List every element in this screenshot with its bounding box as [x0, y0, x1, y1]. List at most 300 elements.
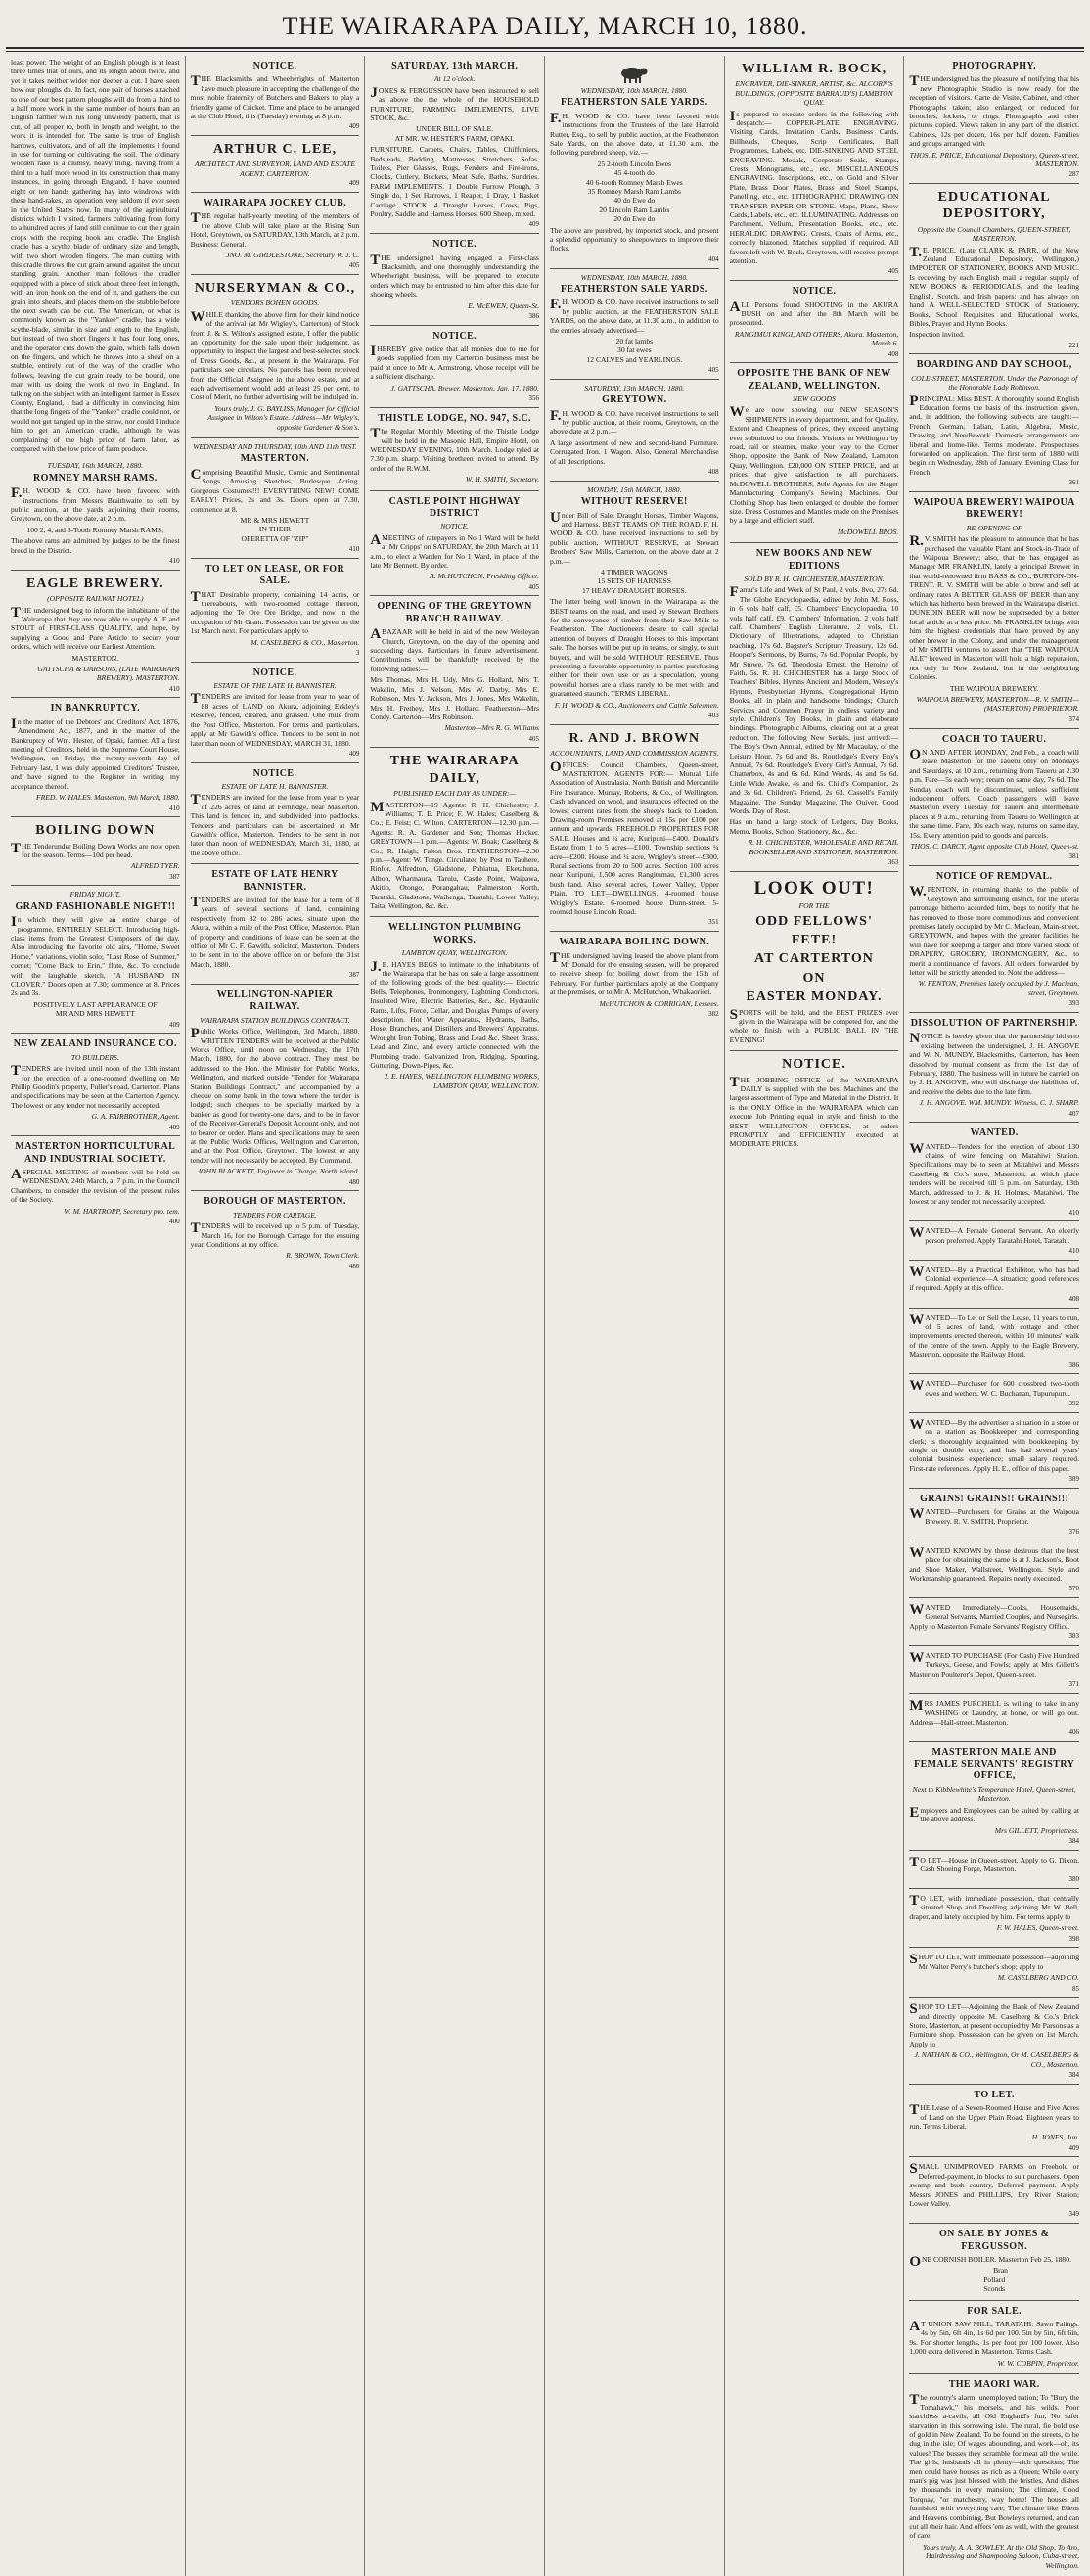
ad-body-text: We are now showing our NEW SEASON'S SHIPMENTS in every department, and for Quality, Extent and Cheapness of prices, they exceed anything ever submitted to our friends. Visitors to Wellington by road, rail or steamer, make your way to the Corner Shop, opposite the Bank of New Zealand, Lambton Quay, Wellington. £20,000 ON STEEP PRICE, and at prices that give satisfaction to all purchasers. McDOWELL BROTHERS, Sole Agents for the Singer Manufacturing Company's Sewing Machines. Our Clothing Shop has been enlarged to double the former size. Dress Costumes and Mantles made on the Premises by a large and efficient staff. [729, 404, 899, 526]
ad-signature: A. McHUTCHON, Presiding Officer. [430, 572, 539, 581]
ad-heading: WAIRARAPA JOCKEY CLUB. [203, 197, 347, 208]
ad-subheading: TENDERS FOR CARTAGE. [233, 1210, 317, 1219]
advertisement [909, 1598, 1079, 1646]
ad-reference-number: 85 [1072, 1984, 1079, 1993]
ad-body-text: Public Works Office, Wellington, 3rd March, 1880. WRITTEN TENDERS will be received at the Public Works Office, until noon on Wednesday, the 17th March, 1880, for the above contract. They must be addressed to the Hon. the Minister for Public Works, Wellington, and marked outside "Tender for Wairarapa Station Buildings Contract," and accompanied by a cheque on some bank in the town where the tender is lodged; such cheques to be specially marked by a banker as good for twenty-one days, and to be in favor of the Receiver-General's Deposit Account only, and not to bearer or order. Plans and specifications may be seen at the Public Works Offices, Wellington and Carterton, and at the Post Office, Greytown. The lowest or any tender will not necessarily be accepted. By Command. [190, 1026, 360, 1165]
ad-subheading: Next to Kibblewhite's Temperance Hotel, Queen-street, Masterton. [912, 1784, 1076, 1804]
ad-heading: IN BANKRUPTCY. [50, 703, 140, 714]
ad-body-text: Farrar's Life and Work of St Paul, 2 vols. 8vo, 27s 6d. The Globe Encyclopaedia, edited by John M. Ross, in 6 vols half calf, £5. Chambers' Encyclopaedia, 10 vols half calf, £9. Chambers' Information, 2 vols half calf. Chambers' English Literature, 2 vols, £1. Dictionary of Illustrations, adapted to Christian teaching, 17s 6d. Bagster's Scripture Treasury, 12s 6d. Hooper's Sermons, by Burns, 7s 6d. Popular People, by Mr Stowe, 7s 6d. Theodosia Ernest, the Heroine of Faith, 5s. R. H. CHICHESTER has a large Stock of Teachers' Bibles, Hymns Ancient and Modern, Wesley's Hymns, Presbyterian Hymns, Congregational Hymn Books, all in plain and handsome bindings; Church Services and Common Prayer in endless variety and style. Children's Toy Books, in plain and elaborate bindings. Photographic Albums, clearing out at a great reduction. The following New Serials, just arrived:— The Boy's Own Annual, edited by Mr Macaulay, of the Leisure Hour, 7s 6d and 8s. Routledge's Every Boy's Annual, 7s 6d. Routledge's Every Girl's Annual, 7s 6d. Chatterbox, 4s and 6s 6d. Kind Words, 4s and 5s 6d. Little Wide Awake, 4s and 6s. Child's Companion, 2s and 3s 6d. Children's Friend, 2s 6d. Cassell's Family Magazine. The Sunday Magazine. The Quiver. Good Words. Day of Rest. [729, 584, 899, 816]
ad-reference-number: 387 [169, 872, 180, 881]
ad-signature: J. GATTSCHA, Brewer. Masterton, Jan. 17, 1880. [390, 383, 539, 392]
ad-list [11, 1000, 180, 1019]
ad-subheading: ENGRAVER, DIE-SINKER, ARTIST, &c. ALCORN'S BUILDINGS, (OPPOSITE BARRAUD'S) LAMBTON QUAY. [735, 79, 893, 108]
ad-heading: WELLINGTON PLUMBING WORKS. [387, 922, 522, 945]
ad-signature: WAIPOUA BREWERY, MASTERTON—R. V. SMITH—(MASTERTON) PROPRIETOR. [916, 695, 1079, 713]
ad-list-item: MR & MRS HEWETT [240, 515, 310, 525]
ad-list [909, 2266, 1079, 2293]
advertisement [909, 1489, 1079, 1541]
advertisement [909, 1013, 1079, 1123]
ad-list-item: 20 fat lambs [615, 336, 654, 345]
ad-heading: TO LET ON LEASE, OR FOR SALE. [204, 563, 345, 587]
ad-list-item: UNDER BILL OF SALE. [416, 124, 494, 134]
ad-list-item: 100 2, 4, and 6-Tooth Romney Marsh RAMS; [26, 525, 164, 534]
ad-list-item: MR AND MRS HEWETT [55, 1009, 135, 1019]
ad-heading: ROMNEY MARSH RAMS. [33, 472, 158, 483]
ad-reference-number: 408 [1068, 1294, 1079, 1303]
advertisement [191, 193, 360, 275]
ad-reference-number: 361 [1068, 479, 1079, 487]
advertisement [909, 1309, 1079, 1375]
advertisement [909, 729, 1079, 867]
ad-list [191, 516, 360, 543]
ad-heading: EAGLE BREWERY. [26, 575, 164, 591]
ad-body-text: WANTED—By a Practical Exhibitor, who has had Colonial experience—A situation; good references if required. Apply at this office. [909, 1264, 1079, 1293]
ad-heading: ON SALE BY JONES & FERGUSSON. [938, 2229, 1050, 2252]
ad-signature: McDOWELL BROS. [838, 527, 899, 536]
ad-body-text: WANTED Immediately—Cooks, Housemaids, General Servants, Married Couples, and Nursegirls. Apply to Masterton Female Servants' Registry Office. [909, 1602, 1079, 1631]
ad-heading: WELLINGTON-NAPIER RAILWAY. [216, 989, 334, 1013]
ad-reference-number: 380 [1068, 1875, 1079, 1884]
ad-reference-number: 376 [1068, 1528, 1079, 1537]
advertisement [909, 1694, 1079, 1742]
ad-dateline: FRIDAY NIGHT. [69, 890, 121, 899]
ad-subheading: SOLD BY R. H. CHICHESTER, MASTERTON. [744, 574, 885, 583]
ad-body-text: Under Bill of Sale. Draught Horses, Timber Wagons, and Harness. BEST TEAMS ON THE ROAD. F. H. WOOD & CO. have received instructions to sell by public auction, WITHOUT RESERVE, at Stewart Brothers' Saw Mills, Carterton, on the above date at 2 p.m.— [550, 509, 719, 566]
ad-subheading: ESTATE OF LATE H. BANNISTER. [221, 781, 329, 791]
ad-subheading: RE-OPENING OF [966, 523, 1022, 532]
ad-body-text: TO LET, with immediate possession, that centrally situated Shop and Dwelling adjoining Mr W. Bell, draper, and lately occupied by him. For terms apply to [909, 1893, 1079, 1921]
ad-body-text: THE undersigned beg to inform the inhabitants of the Wairarapa that they are now able to supply ALE and STOUT of FIRST-CLASS QUALITY, and hope, by supplying a Good and Pure Article to secure your orders, which will receive our Earliest Attention. [11, 604, 180, 652]
ad-signature: Mrs GILLETT, Proprietress. [994, 1825, 1079, 1835]
ad-signature: W. W. COBPIN, Proprietor. [997, 2358, 1079, 2368]
ad-subheading: ACCOUNTANTS, LAND AND COMMISSION AGENTS. [550, 749, 719, 759]
ad-body-text: PRINCIPAL: Miss BEST. A thoroughly sound English Education forms the basis of the instruction given, and, in addition, the following subjects are taught:— French, German, Italian, Latin, Algebra, Music, Drawing, and Needlework. Domestic arrangements are liberal and home-like. Terms moderate. Prospectuses forwarded on application. The first term of 1880 will begin on Wednesday, 28th of January. Evening Class for French. [909, 392, 1079, 477]
ad-reference-number: 398 [1068, 1934, 1079, 1943]
ad-heading: LOOK OUT! [753, 877, 875, 898]
ad-reference-number: 389 [1068, 1475, 1079, 1484]
ad-heading: COACH TO TAUERU. [941, 733, 1047, 745]
advertisement [909, 2374, 1079, 2576]
ad-subheading: ESTATE OF THE LATE H. BANNISTER. [213, 681, 337, 691]
advertisement [909, 492, 1079, 729]
ad-body-text: AMEETING of ratepayers in No 1 Ward will be held at Mr Cripps' on SATURDAY, the 20th March, at 11 a.m., to elect a Warden for No 1 Ward, in place of the late Mr Bennett. By order. [370, 531, 539, 570]
ad-signature: THOS. E. PRICE, Educational Depository, Queen-street, MASTERTON. [909, 150, 1079, 169]
ad-list-item: THE WAIPOUA BREWERY. [949, 683, 1039, 693]
ad-body-text: THE undersigned having engaged a First-class Blacksmith, and one thoroughly understanding the Wheelwright business, will be prepared to execute orders which may be entrusted to him after this date for shoeing wheels. [370, 252, 539, 299]
advertisement [370, 234, 539, 326]
ad-heading: NOTICE. [252, 667, 297, 678]
ad-reference-number: 383 [1068, 1633, 1079, 1641]
ad-body-text: THE Lease of a Seven-Roomed House and Five Acres of Land on the Upper Plain Road. Eighteen years to run. Terms Liberal. [909, 2102, 1079, 2131]
ad-signature: H. JONES, Jun. [1031, 2133, 1079, 2142]
ad-body-text: WANTED—By the advertiser a situation in a store or on a station as Bookkeeper and corresponding clerk; is thoroughly acquainted with bookkeeping by single or double entry, and has had several years' colonial business experience; small salary required. First-rate references. Apply H. E., office of this paper. [909, 1416, 1079, 1473]
ad-reference-number: 410 [348, 545, 360, 554]
ad-extra-text: Has on hand a large stock of Ledgers, Day Books, Memo. Books, School Stationery, &c., &c. [729, 817, 899, 836]
ad-reference-number: 386 [528, 311, 539, 320]
advertisement [191, 136, 360, 193]
ad-dateline: WEDNESDAY, 10th MARCH, 1880. [580, 272, 689, 282]
ad-list [550, 160, 719, 224]
ad-subheading: ARCHITECT AND SURVEYOR, LAND AND ESTATE AGENT, CARTERTON. [194, 160, 355, 178]
advertisement [370, 56, 539, 234]
ad-reference-number: 409 [348, 179, 360, 188]
ad-feature-line: ON [802, 970, 826, 986]
ad-heading: NURSERYMAN & CO., [194, 281, 356, 297]
advertisement [11, 1136, 180, 1229]
ad-body-text: MASTERTON—19 Agents: R. H. Chichester; J. Williams; T. E. Price; F. W. Hales; Caselberg & Co.; E. Feist; C. Wilton. CARTERTON—12.30 p.m.—Agents: R. A. Gardener and Son; Thomas Hocker. GREYTOWN—1 p.m.—Agents: W. Boak; Caselberg & Co.; R. Haigh; Falton Bros. FEATHERSTON—2.30 p.m.—Agent: W. Tonge. Circulated by Post to Tauhere, Rinfor, Alfredton, Gladstone, Pahiatua, Eketahuna, Alhon, Wharmaura, Taruiu, Castle Point, Waipawa, Akitio, Otongo, Porangahau, Palmerston North, Tarataki, Gladstone, Waihenga, Taratahi, Lower Valley, Taita, Wellington, &c. &c. [370, 799, 539, 910]
ad-heading: WANTED. [970, 1127, 1019, 1139]
ad-body-text: TENDERS are invited for the lease for a term of 8 years of several sections of land, containing respectively from 32 to 286 acres, situate upon the Akura, within a mile of the Post Office, Masterton. Plan of property and conditions of lease can be seen at the office of Mr C. F. Gawith, solicitor, Masterton. Tenders to be sent in to the above office on or before the 31st March, 1880. [190, 895, 360, 969]
ad-body-text: WANTED KNOWN by those desirous that the best place for obtaining the same is at J. Jackson's, Boot and Shoe Maker, Wallstreet, Wellington. Style and Workmanship guaranteed. Repairs neatly executed. [909, 1544, 1079, 1583]
advertisement [909, 1646, 1079, 1694]
ad-heading: THISTLE LODGE, NO. 947, S.C. [378, 412, 531, 424]
column-5 [725, 56, 905, 2576]
ad-heading: FEATHERSTON SALE YARDS. [561, 97, 708, 109]
ad-heading: FOR SALE. [967, 2305, 1022, 2317]
ad-body-text: WANTED—To Let or Sell the Lease, 11 years to run, of 5 acres of land, with cottage and other improvements erected thereon, within 10 minutes' walk of the centre of the town. Apply to the Eagle Brewery, Masterton, opposite the Railway Hotel. [909, 1311, 1079, 1359]
ad-list-item: Sconds [983, 2284, 1006, 2294]
ad-signature: J. NATHAN & CO., Wellington, Or M. CASELBERG & CO., Masterton. [914, 2050, 1079, 2069]
ad-signature: McHUTCHON & CORRIGAN, Lessees. [599, 998, 719, 1008]
ad-reference-number: 387 [348, 971, 360, 980]
ad-heading: BOARDING AND DAY SCHOOL, [916, 359, 1072, 371]
ad-subheading: (OPPOSITE RAILWAY HOTEL) [47, 594, 144, 604]
ad-signature: J. E. HAYES, WELLINGTON PLUMBING WORKS, LAMBTON QUAY, WELLINGTON. [384, 1072, 539, 1090]
advertisement [11, 571, 180, 699]
advertisement [370, 596, 539, 748]
ad-list-item: 40 do Ewe do [613, 196, 656, 206]
ad-body-text: AT UNION SAW MILL, TARATAHI: Sawn Palings. 4s by 5in, 6ft 4in, 1s 6d per 100. 5in by 5in, 6ft 6in, 9s. For shorter lengths, 1s per foot per 100 lower. Also 1,000 extra delivered in Masterton. Terms Cash. [909, 2318, 1079, 2357]
ad-reference-number: 287 [1068, 170, 1079, 179]
ad-body-text: WANTED—A Female General Servant. An elderly person preferred. Apply Taratahi Hotel, Taratahi. [909, 1225, 1079, 1245]
advertisement [550, 932, 719, 1023]
advertisement [550, 269, 719, 380]
advertisement [11, 698, 180, 817]
advertisement [730, 363, 899, 543]
ad-list-item: Bran [993, 2266, 1008, 2276]
ad-body-text: In the matter of the Debtors' and Creditors' Act, 1876, Amendment Act, 1877, and in the matter of the Bankruptcy of Wm. Hester, of Opaki, farmer. AT a first meeting of Creditors, held in the Supreme Court House, Wellington, on Friday, the twenty-seventh day of February last, I was duly appointed Creditors' Trustee, and have signed to the Register in writing my acceptance thereof. [11, 715, 180, 791]
ad-body-text: F.H. WOOD & CO. have been favored with instructions from Messrs Braithwaite to sell by public auction, at the yards adjoining their rooms, Greytown, on the above date, at 2 p.m. [11, 485, 180, 524]
advertisement [909, 354, 1079, 492]
advertisement [909, 1261, 1079, 1309]
ad-heading: NOTICE. [432, 330, 477, 342]
ad-subheading: Opposite the Council Chambers, QUEEN-STREET, MASTERTON. [917, 224, 1071, 244]
advertisement [909, 2157, 1079, 2224]
ad-reference-number: 409 [169, 1123, 180, 1131]
ad-reference-number: 408 [708, 468, 719, 477]
advertisement [730, 543, 899, 872]
advertisement [191, 663, 360, 763]
ad-list-item: 4 TIMBER WAGONS [601, 568, 668, 577]
advertisement [730, 56, 899, 281]
ad-list-item: IN THEIR [258, 525, 292, 534]
ad-feature-line: EASTER MONDAY. [746, 989, 883, 1005]
advertisement [191, 275, 360, 438]
ad-body-text: JONES & FERGUSSON have been instructed to sell as above the the whole of the HOUSEHOLD FURNITURE, FARMING IMPLEMENTS, LIVE STOCK, &c. [370, 84, 539, 123]
advertisement [550, 56, 719, 269]
ad-subheading: WAIRARAPA STATION BUILDINGS CONTRACT. [200, 1015, 350, 1025]
ad-heading: NOTICE OF REMOVAL. [935, 871, 1053, 883]
ad-list-item: Pollard [983, 2275, 1006, 2284]
ad-heading: GRAND FASHIONABLE NIGHT!! [15, 900, 176, 912]
ad-list-item: 40 6-tooth Romney Marsh Ewes [585, 177, 683, 187]
ad-signature: W. H. SMITH, Secretary. [465, 475, 539, 484]
advertisement [11, 886, 180, 1034]
advertisement [909, 1541, 1079, 1598]
ad-signature: Yours truly, J. G. BAYLISS, Manager for Official Assignee in Wilton's Estate. Address—Mr Wigley's, opposite Gardener & Son's. [207, 403, 360, 432]
ad-list-item: 20 Lincoln Ram Lambs [599, 205, 670, 214]
ad-list-item: MASTERTON. [71, 653, 119, 663]
ad-reference-number: 409 [348, 749, 360, 758]
ad-body-text: THAT Desirable property, containing 14 acres, or thereabouts, with two-roomed cottage thereon, adjoining the Te Ore Ore Bridge, and now in the occupation of Mr Grant. Possession can be given on the 1st March next. For particulars apply to [190, 588, 360, 636]
ad-list-item: 12 CALVES and YEARLINGS. [586, 354, 683, 364]
ad-reference-number: 382 [708, 1009, 719, 1018]
ad-reference-number: 405 [528, 734, 539, 743]
advertisement [909, 1123, 1079, 1221]
ad-reference-number: 403 [708, 712, 719, 720]
ad-signature: R. BROWN, Town Clerk. [286, 1251, 360, 1261]
ad-heading: EDUCATIONAL DEPOSITORY, [937, 190, 1051, 222]
ad-list-item: 35 Romney Marsh Ram Lambs [587, 187, 681, 197]
advertisement [191, 559, 360, 663]
ad-heading: GRAINS! GRAINS!! GRAINS!!! [920, 1493, 1069, 1504]
ad-reference-number: 407 [1068, 1109, 1079, 1118]
column-6 [904, 56, 1084, 2576]
ad-signature: M. CASELBERG & CO., Masterton. [250, 637, 360, 647]
advertisement [370, 748, 539, 917]
ad-reference-number: 349 [1068, 2210, 1079, 2219]
ad-feature-line: ODD FELLOWS' [755, 913, 873, 929]
advertisement [550, 380, 719, 482]
ad-heading: MASTERTON HORTICULTURAL AND INDUSTRIAL SOCIETY. [15, 1141, 176, 1165]
ad-subheading: COLE-STREET, MASTERTON. Under the Patronage of the Honorable Lady Robinson. [911, 373, 1078, 392]
ad-body-text: The country's alarm, unemployed nation; To "Bury the Tomahawk," his morsels, and his wilds. Poor starchless a-cavils, all Old England's fun, No safer starvation in this sorrowing isle. The rural, fie bold use of gold in New Zealand. To be found on the streets, to be dug in the isle; Of wages abounding, and work—oh, its values! The busses they scramble for meat all the while. The girls, husbands all in plenty—rich questions; The men could have houses as rich as a Queen; While every man's pig was just blessed with the bristles, And dishes by thousands in every mansion; The climate, Good Torquay, "or matchestry, way home! The houses all furnished with everything rare; The climate like Edens and Heavens combining, But Bowley's returned, and can cut all their hair. And offers 'em as well, with the greatest of care. [909, 2392, 1079, 2541]
ad-heading: WITHOUT RESERVE! [580, 496, 688, 508]
advertisement [909, 184, 1079, 354]
advertisement [191, 985, 360, 1191]
ad-body-text: WANTED TO PURCHASE (For Cash) Five Hundred Turkeys, Geese, and Fowls; apply at Mrs Gillett's Masterton Poulterer's Depot, Queen-street. [909, 1649, 1079, 1679]
ad-body-text: MRS JAMES PURCHELL is willing to take in any WASHING or Laundry, at home, or will go out. Address—Hall-street, Masterton. [909, 1697, 1079, 1726]
advertisement [730, 1051, 899, 1155]
advertisement [909, 2224, 1079, 2300]
ad-reference-number: 351 [708, 918, 719, 927]
ad-heading: OPPOSITE THE BANK OF NEW ZEALAND, WELLINGTON. [737, 368, 891, 391]
ad-body-text: Employers and Employees can be suited by calling at the above address. [909, 1804, 1079, 1824]
ad-body-text: THE regular half-yearly meeting of the members of the above Club will take place at the Rising Sun Hotel, Greytown, on SATURDAY, 13th March, at 2 p.m. Business: General. [190, 210, 360, 249]
advertisement [730, 872, 899, 1051]
ad-heading: GREYTOWN. [602, 394, 667, 406]
ad-list-item: 20 do Ewe do [613, 214, 656, 224]
ad-list [550, 568, 719, 595]
ad-body-text: TENDERS are invited until noon of the 13th instant for the erection of a one-roomed dwelling on Mr Phillip Goodin's property, Fuller's road, Carterton. Plans and specifications may be seen at the Carterton Agency. The lowest or any tender not necessarily accepted. [11, 1063, 180, 1110]
ad-list-item: 25 2-tooth Lincoln Ewes [597, 159, 671, 168]
advertisement [909, 2301, 1079, 2374]
ad-reference-number: 409 [1068, 2143, 1079, 2152]
ad-signature: F. W. HALES, Queen-street. [996, 1923, 1079, 1933]
ad-body-text: TENDERS are invited for the lease from year to year of 226 acres of land at Fernridge, near Masterton. This land is fenced in, and subdivided into paddocks. Tenders and particulars can be ascertained at Mr Gawith's office, Masterton. Tenders to be sent in not later than noon of WEDNESDAY, March 31, 1880, at the above office. [190, 792, 360, 857]
ad-signature: GATTSCHA & DARSONS, (LATE WAIRARAPA BREWERY). MASTERTON. [37, 664, 180, 683]
ad-heading: NOTICE. [432, 239, 477, 251]
ad-reference-number: 480 [348, 1177, 360, 1186]
ad-signature: E. McEWEN, Queen-St. [468, 300, 539, 310]
advertisement [909, 1889, 1079, 1948]
ad-heading: BOROUGH OF MASTERTON. [204, 1196, 346, 1208]
ad-dateline: TUESDAY, 16th MARCH, 1880. [47, 461, 144, 471]
ad-reference-number: 392 [1068, 1400, 1079, 1408]
ad-body-text: ONE CORNISH BOILER. Masterton Feb 25, 1880. [909, 2253, 1071, 2270]
advertisement [909, 2085, 1079, 2158]
advertisement [550, 725, 719, 932]
ad-reference-number: 363 [887, 858, 899, 867]
advertisement [11, 457, 180, 570]
ad-reference-number: 405 [708, 366, 719, 375]
ad-body-text: SMALL UNIMPROVED FARMS on Freehold or Deferred-payment, in blocks to suit purchasers. Open swamp and bush country, Deferred payment. Apply Messrs JONES and PHILLIPS, Dry River Station; Lower Valley. [909, 2161, 1079, 2209]
ad-list [370, 124, 539, 143]
ad-reference-number: 410 [1068, 1208, 1079, 1217]
ad-extra-text: Inspection invited. [909, 330, 965, 340]
ad-reference-number: 374 [1068, 714, 1079, 723]
ad-reference-number: 405 [528, 582, 539, 591]
ad-dateline: SATURDAY, 13th MARCH, 1880. [584, 383, 685, 392]
ad-subheading: LAMBTON QUAY, WELLINGTON. [401, 948, 508, 958]
ad-reference-number: 410 [169, 557, 180, 566]
ad-dateline: WEDNESDAY AND THURSDAY, 10th AND 11th INST. [193, 442, 357, 452]
column-2 [186, 56, 366, 2576]
column-4 [545, 56, 725, 2576]
ad-body-text: SPORTS will be held, and the BEST PRIZES ever given in the Wairarapa will be competed for, and the whole to finish with a PUBLIC BALL IN THE EVENING! [729, 1006, 899, 1044]
ad-signature: J. H. ANGOVE. WM. MUNDY. Witness, C. J. SHARP. [919, 1098, 1079, 1108]
ad-body-text: J.E. HAYES BEGS to intimate to the inhabitants of the Wairarapa that he has on sale a large assortment of the following goods of the best quality:— Electric Bells, Telephones, Ironmongery, Lightning Conductors, Insulated Wire, Electric Batteries, &c., &c. Hydraulic Rams, Lifts, Force, Cellar, and Douglas Pumps of every description. Hot Water Apparatus, Hydrants, Baths, Hose, Branches, and Distillers and Brewers' Apparatus. Wrought Iron Tubing, Brass and Lead &c. Sheet Brass, Lead and Zinc, and every article connected with the Plumbing trade. Galvanized Iron, Ridging, Spouting, Guttering, Down-Pipes, &c. [370, 958, 539, 1071]
ad-extra-text: Mrs Thomas, Mrs H. Udy, Mrs G. Hollard, Mrs T. Wakelin, Mrs J. Nelson, Mrs W. Darby, Mrs E. Robinson, Mrs Y. Jackson, Mrs J. Jones, Mrs Wakelin, Mrs H. Frethey, Mrs J. Hollard. Featherston—Mrs Condy. Carterton—Mrs Robinson. [370, 675, 539, 721]
ad-list-item: AT MR. W. HESTER'S FARM, OPAKI. [394, 133, 515, 143]
ad-heading: NOTICE. [252, 61, 297, 71]
ad-body-text: In which they will give an entire change of programme, ENTIRELY SELECT. Introducing high-class items from the Greatest Composers of the day. Also introducing the favorite old airs, "Home, Sweet Home," variations, violin solo; "Last Rose of Summer," cornet; "Come Back to Erin," flute, &c. To conclude with the laughable sketch, "A HUSBAND IN CLOVER." Doors open at 7.30; commence at 8. Prices 2s and 3s. [11, 914, 180, 998]
column-1 [6, 56, 186, 2576]
ad-list [550, 337, 719, 364]
ad-reference-number: 410 [169, 804, 180, 812]
ad-heading: SATURDAY, 13th MARCH. [391, 61, 519, 71]
ad-heading: THE WAIRARAPA DAILY, [389, 754, 520, 786]
ad-body-text: WHILE thanking the above firm for their kind notice of the arrival (at Mr Wigley's, Carterton) of Stock from J. & S. Wilton's assigned estate, I offer the public an opportunity for the sale upon their judgement, as opportunity to inspect the largest and best-selected stock of Dress Goods, &c., at present in the Wairarapa. For particulars see circulars. No parcels has been received from the Official Assignee in the above estate, and at each advertisement would add at least 25 per cent. to Cost of Merit, no further advertising will be indulged in. [190, 308, 360, 402]
ad-list-item: 45 4-tooth do [613, 168, 655, 178]
ad-list-item: 15 SETS OF HARNESS [597, 576, 671, 586]
ad-list-item: OPERETTA OF "ZIP" [241, 533, 309, 543]
ad-reference-number: 386 [1068, 1360, 1079, 1369]
ad-signature: R. H. CHICHESTER, WHOLESALE AND RETAIL BOOKSELLER AND STATIONER, MASTERTON. [748, 838, 899, 856]
ad-reference-number: 410 [169, 684, 180, 693]
ad-heading: NOTICE. [782, 1057, 846, 1073]
ad-body-text: ON AND AFTER MONDAY, 2nd Feb., a coach will leave Masterton for the Taueru only on Mondays and Saturdays, at 10 a.m., returning from Taueru at 2.30 p.m. Fare—5s each way; return on same day, 7s 6d. The Sunday coach will be discontinued, unless sufficient inducement offers. Coach passengers will leave Masterton every Tuesday for Taueru and intermediate places at 9 a.m., returning from Taueru to Wellington at the same time. Fare, 10s each way, returns on same day, 15s. Every attention paid to goods and parcels. [909, 746, 1079, 840]
advertisement [909, 1413, 1079, 1489]
ad-dateline: WEDNESDAY, 10th MARCH, 1880. [580, 86, 689, 95]
ad-signature: THOS. C. DARCY, Agent opposite Club Hotel, Queen-st. [910, 841, 1079, 851]
advertisement [909, 1998, 1079, 2085]
ad-body-text: SHOP TO LET, with immediate possession—adjoining Mr Walter Perry's butcher's shop; apply to [909, 1952, 1079, 1971]
ad-body-text: F.H. WOOD & CO. have received instructions to sell by public auction, at their rooms, Greytown, on the above date at 2 p.m.— [550, 407, 719, 437]
ad-heading: PHOTOGRAPHY. [952, 61, 1036, 71]
ad-body-text: R.V. SMITH has the pleasure to announce that he has purchased the valuable Plant and Stock-in-Trade of the Waipoua Brewery; also, that he has engaged as Manager MR FRANKLIN, lately a principal Brewer in that world-renowned firm BASS & CO., BURTON-ON-TRENT. R. V. SMITH will be able to brew and sell at ordinary rates A BETTER GLASS OF BEER than any which has hitherto been brewed in the Wairarapa district. DUNEDIN BEER will now be superseded by a better local article at a less price. Mr FRANKLIN brings with him the highest credentials that have proved by any other brewer in the Colony, and under the management of Mr SMITH ventures to assert that "THE WAIPOUA ALE" brewed in Masterton will hold a high reputation, not only in New Zealand, but in the neighboring Colonies. [909, 533, 1079, 682]
ad-dateline: MONDAY, 15th MARCH, 1880. [587, 484, 682, 494]
ad-signature: FRED. W. HALES. Masterton, 9th March, 1880. [35, 793, 180, 803]
ad-heading: FEATHERSTON SALE YARDS. [561, 283, 708, 295]
ad-body-text: SHOP TO LET—Adjoining the Bank of New Zealand and directly opposite M. Caselberg & Co.'s Brick Store, Masterton, at present occupied by Mr Parsons as a Furniture shop. Possession can be given on 1st March. Apply to [909, 2001, 1079, 2048]
ad-heading: NEW ZEALAND INSURANCE CO. [13, 1038, 177, 1050]
ad-body-text: THE undersigned having leased the above plant from Mr Donald for the ensuing season, will be prepared to receive sheep for boiling down from the 15th of February. For further particulars apply at the Company at the premises, or to Mr A. McHutchon, Whakaoriori. [550, 949, 719, 997]
ad-heading: BOILING DOWN [35, 823, 156, 839]
ad-subheading: VENDORS BOHEN GOODS. [230, 299, 320, 308]
ad-subheading: At 12 o'clock. [433, 74, 476, 84]
ad-body-text: THE undersigned has the pleasure of notifying that his new Photographic Studio is now ready for the reception of visitors. Carte de Visite, Cabinet, and other Photographs taken; also enlarged, or reduced for brooches, lockets, or rings. Photographs and other pictures copied. Views taken in any part of the district. Cabinets, 12s per dozen, 16s per half dozen. Families and groups arranged with [909, 73, 1079, 149]
ad-extra-text: A large assortment of new and second-hand Furniture. Corrugated Iron. 1 Wagon. Also, General Merchandise of all descriptions. [550, 437, 719, 466]
ad-extra-text: The above rams are admitted by judges to be the finest breed in the District. [11, 536, 180, 555]
advertisement [550, 482, 719, 725]
ad-body-text: TENDERS are invited for lease from year to year of 88 acres of LAND on Akura, adjoining Eckley's Reserve, fenced, cleared, and grassed. One mile from the Post Office, Masterton. For terms and particulars, apply at Mr Gawith's office. Tenders to be sent in not later than noon of WEDNESDAY, MARCH 31, 1880. [190, 691, 360, 748]
ad-list [909, 684, 1079, 693]
ad-extra-text: FURNITURE. Carpets, Chairs, Tables, Chiffoniers, Bedsteads, Bedding, Mattresses, Stretchers, Sofas, Toilets, Pier Glasses, Rugs, Fenders and Fire-irons, Clocks, Cutlery, Buckets, Meat Safe, Baths, Sundries. FARM IMPLEMENTS. 1 Double Furrow Plough, 3 Single do, 1 Set Harrows, 1 Reaper, 1 Dray, 1 Basket Carriage. STOCK. 4 Draught Horses, Cows, Pigs, Poultry, Saddle and Harness Horses, 600 Sheep, mixed. [370, 145, 539, 219]
ad-reference-number: 381 [1068, 852, 1079, 861]
ad-heading: NOTICE. [792, 286, 837, 298]
ad-signature: G. A. FAIRBROTHER, Agent. [91, 1112, 180, 1122]
ad-body-text: THE Blacksmiths and Wheelwrights of Masterton have much pleasure in accepting the challenge of the most noble fraternity of Butchers and Bakers to play a friendly game of Cricket. Time and place to be arranged at the Club Hotel, this (Tuesday) evening at 8 p.m. [190, 73, 360, 121]
advertisement [370, 917, 539, 1096]
ad-signature: JOHN BLACKETT, Engineer in Charge, North Island. [197, 1167, 360, 1176]
masthead: THE WAIRARAPA DAILY, MARCH 10, 1880. [282, 12, 808, 40]
ad-reference-number: 405 [887, 267, 899, 276]
advertisement [909, 1742, 1079, 1851]
ad-signature: JNO. M. GIRDLESTONE, Secretary W. J. C. [226, 250, 360, 259]
ad-heading: WAIPOUA BREWERY! WAIPOUA BREWERY! [913, 496, 1075, 521]
ad-reference-number: 384 [1068, 1836, 1079, 1845]
ad-heading: DISSOLUTION OF PARTNERSHIP. [910, 1017, 1078, 1029]
ad-feature-line: AT CARTERTON [754, 951, 874, 967]
ad-body-text: Is prepared to execute orders in the following with despatch:— COPPER-PLATE ENGRAVING. Visiting Cards, Invitation Cards, Business Cards, Billheads, Cheques, Scrip Certificates, Ball Programmes, Labels, etc. DIE-SINKING AND STEEL ENGRAVING. Medals, Corporate Seals, Stamps, Crests, Monograms, etc., etc. MISCELLANEOUS ENGRAVING. Inscriptions, etc., on Gold and Silver Plate, Brass Door Plates, Brass and Steel Stamps, Panelling, etc., etc. LITHOGRAPHIC DRAWING ON TRANSFER PAPER OR STONE. Maps, Plans, Show Cards, Labels, etc., etc. ILLUMINATING. Addresses on Parchment, Vellum, Presentation Books, etc., etc. HERALDIC DRAWING. Crests, Coats of Arms, etc., correctly blazoned. Matches supplied if required. All favors left with W. Bock, Greytown, will receive prompt attention. [729, 108, 899, 266]
ad-list [11, 654, 180, 663]
ad-signature: M. CASELBERG AND CO. [997, 1973, 1079, 1983]
ad-feature-line: FETE! [791, 933, 838, 948]
advertisement [191, 1191, 360, 1274]
ad-subheading: NEW GOODS [793, 394, 836, 404]
ad-body-text: TO LET—House in Queen-street. Apply to G. Dixon, Cash Shoeing Forge, Masterton. [909, 1854, 1079, 1873]
ad-list-item: POSITIVELY LAST APPEARANCE OF [33, 999, 158, 1009]
ad-body-text: T.E. PRICE, (Late CLARK & FARR, of the New Zealand Educational Depository, Wellington,) IMPORTER OF STATIONERY, BOOKS AND MUSIC. Is receiving by each English mail a regular supply of NEW BOOKS & PERIODICALS, and the leading English, Scotch, and Irish papers; and has always on hand A WELL-SELECTED STOCK of Stationery, Books, School Requisites and Educational works, Bibles, Prayer and Hymn Books. [909, 244, 1079, 328]
ad-reference-number: 384 [1068, 2071, 1079, 2080]
advertisement [730, 281, 899, 363]
advertisement [11, 817, 180, 886]
ad-reference-number: 356 [528, 394, 539, 403]
columns-container [6, 56, 1084, 2570]
advertisement [191, 864, 360, 985]
ad-extra-text: The latter being well known in the Wairarapa as the BEST teams on the road, and used by Stewart Brothers for the conveyance of timber from their Saw Mills to Featherston. The Auctioneers desire to call special attention of buyers of Draught Horses to this important sale. The horses will be put up in teams, or singly, to suit buyers, and will be sold WITHOUT RESERVE. Thus presenting a favorable opportunity to parties purchasing either for their own use or as a speculation, young powerful horses are a class rarely to be met with, and guaranteed staunch. TERMS LIBERAL. [550, 597, 719, 699]
advertisement [191, 763, 360, 865]
ad-body-text: ALL Persons found SHOOTING in the AKURA BUSH on and after the 8th March will be prosecuted. [729, 299, 899, 328]
ad-heading: NEW BOOKS AND NEW EDITIONS [755, 548, 873, 572]
ad-heading: CASTLE POINT HIGHWAY DISTRICT [388, 495, 521, 519]
ad-subheading: PUBLISHED EACH DAY AS UNDER:— [393, 789, 517, 799]
ad-list-item: 17 HEAVY DRAUGHT HORSES. [582, 585, 687, 595]
advertisement [370, 408, 539, 491]
ad-reference-number: 371 [1068, 1680, 1079, 1689]
ad-list-item: 30 fat ewes [617, 345, 652, 355]
ad-reference-number: 3 [355, 649, 360, 658]
advertisement [909, 1374, 1079, 1412]
advertisement [909, 1851, 1079, 1889]
ad-body-text: ABAZAAR will be held in aid of the new Wesleyan Church, Greytown, on the day of the opening and succeeding days. Particulars in future advertisement. Contributions will be thankfully received by the following ladies:— [370, 626, 539, 673]
ad-extra-text: The above are purebred, by imported stock, and present a splendid opportunity to sheepowners to improve their flocks. [550, 225, 719, 253]
ad-body-text: TENDERS will be received up to 5 p.m. of Tuesday, March 16, for the Borough Cartage for the ensuing year. Conditions at my office. [190, 1220, 360, 1249]
advertisement [191, 438, 360, 559]
ad-subheading: TO BUILDERS. [70, 1052, 119, 1062]
advertisement [909, 56, 1079, 184]
